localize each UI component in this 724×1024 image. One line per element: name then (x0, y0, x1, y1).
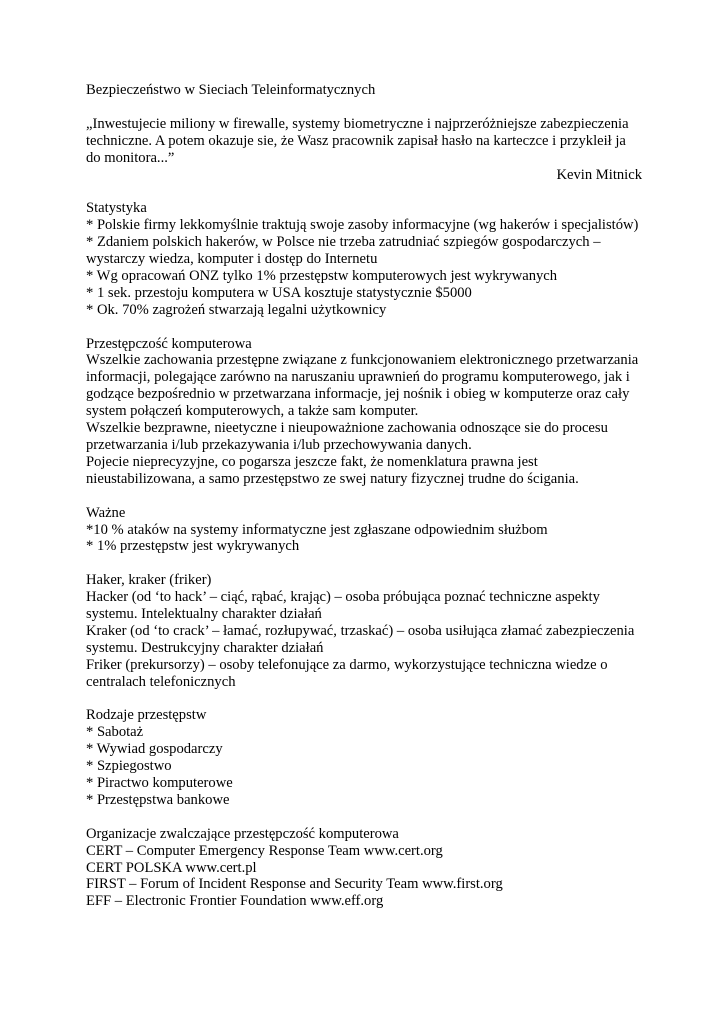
list-item: * Wywiad gospodarczy (86, 741, 223, 758)
section-haker (86, 572, 642, 690)
list-item: CERT – Computer Emergency Response Team www.cert.org (86, 842, 443, 859)
section-heading: Haker, kraker (friker) (86, 572, 212, 589)
paragraph: Pojecie nieprecyzyjne, co pogarsza jeszcze fakt, że nomenklatura prawna jest nieustabilizowana, a samo przestępstwo ze swej natury fizycznej trudne do ścigania. (86, 453, 579, 487)
list-item: * Szpiegostwo (86, 758, 172, 775)
list-item: * Sabotaż (86, 724, 144, 741)
section-heading: Przestępczość komputerowa (86, 335, 252, 352)
paragraph: Wszelkie zachowania przestępne związane z funkcjonowaniem elektronicznego przetwarzania informacji, polegające zarówno na naruszaniu uprawnień do programu komputerowego, jak i godzące bezpośrednio w przetwarzana informacje, jej nośnik i obieg w komputerze oraz cały system połączeń komputerowych, a także sam komputer. (86, 352, 639, 420)
section-statystyka (86, 200, 642, 318)
paragraph: Hacker (od ‘to hack’ – ciąć, rąbać, krając) – osoba próbująca poznać techniczne aspekty systemu. Intelektualny charakter działań (86, 589, 600, 623)
section-heading: Statystyka (86, 200, 147, 217)
section-rodzaje (86, 707, 642, 808)
paragraph: Friker (prekursorzy) – osoby telefonujące za darmo, wykorzystujące techniczna wiedze o centralach telefonicznych (86, 656, 608, 690)
quote-block (86, 116, 642, 184)
list-item: CERT POLSKA www.cert.pl (86, 859, 257, 876)
quote-text: „Inwestujecie miliony w firewalle, systemy biometryczne i najprzeróżniejsze zabezpieczenia techniczne. A potem okazuje sie, że Wasz pracownik zapisał hasło na karteczce i przykleił ja do monitora...” (86, 115, 629, 166)
list-item: * Piractwo komputerowe (86, 775, 233, 792)
list-item: * Ok. 70% zagrożeń stwarzają legalni użytkownicy (86, 301, 387, 318)
list-item: * Zdaniem polskich hakerów, w Polsce nie trzeba zatrudniać szpiegów gospodarczych – wystarczy wiedza, komputer i dostęp do Internetu (86, 234, 601, 268)
quote-author: Kevin Mitnick (556, 166, 642, 183)
document-page (86, 82, 642, 927)
section-heading: Organizacje zwalczające przestępczość komputerowa (86, 825, 399, 842)
section-wazne (86, 505, 642, 556)
section-heading: Ważne (86, 504, 126, 521)
section-heading: Rodzaje przestępstw (86, 707, 207, 724)
paragraph: Kraker (od ‘to crack’ – łamać, rozłupywać, trzaskać) – osoba usiłująca złamać zabezpieczenia systemu. Destrukcyjny charakter działań (86, 622, 635, 656)
document-header (86, 82, 642, 99)
section-organizacje (86, 826, 642, 911)
list-item: * 1% przestępstw jest wykrywanych (86, 538, 300, 555)
list-item: FIRST – Forum of Incident Response and Security Team www.first.org (86, 876, 503, 893)
document-title: Bezpieczeństwo w Sieciach Teleinformatycznych (86, 82, 376, 98)
list-item: * Wg opracowań ONZ tylko 1% przestępstw komputerowych jest wykrywanych (86, 267, 558, 284)
list-item: * Polskie firmy lekkomyślnie traktują swoje zasoby informacyjne (wg hakerów i specjalistów) (86, 217, 639, 234)
paragraph: Wszelkie bezprawne, nieetyczne i nieupoważnione zachowania odnoszące sie do procesu przetwarzania i/lub przekazywania i/lub przechowywania danych. (86, 420, 608, 453)
list-item: EFF – Electronic Frontier Foundation www.eff.org (86, 893, 384, 910)
list-item: * Przestępstwa bankowe (86, 791, 230, 808)
section-przestepczosc (86, 336, 642, 488)
list-item: * 1 sek. przestoju komputera w USA kosztuje statystycznie $5000 (86, 284, 472, 301)
list-item: *10 % ataków na systemy informatyczne jest zgłaszane odpowiednim służbom (86, 521, 548, 538)
